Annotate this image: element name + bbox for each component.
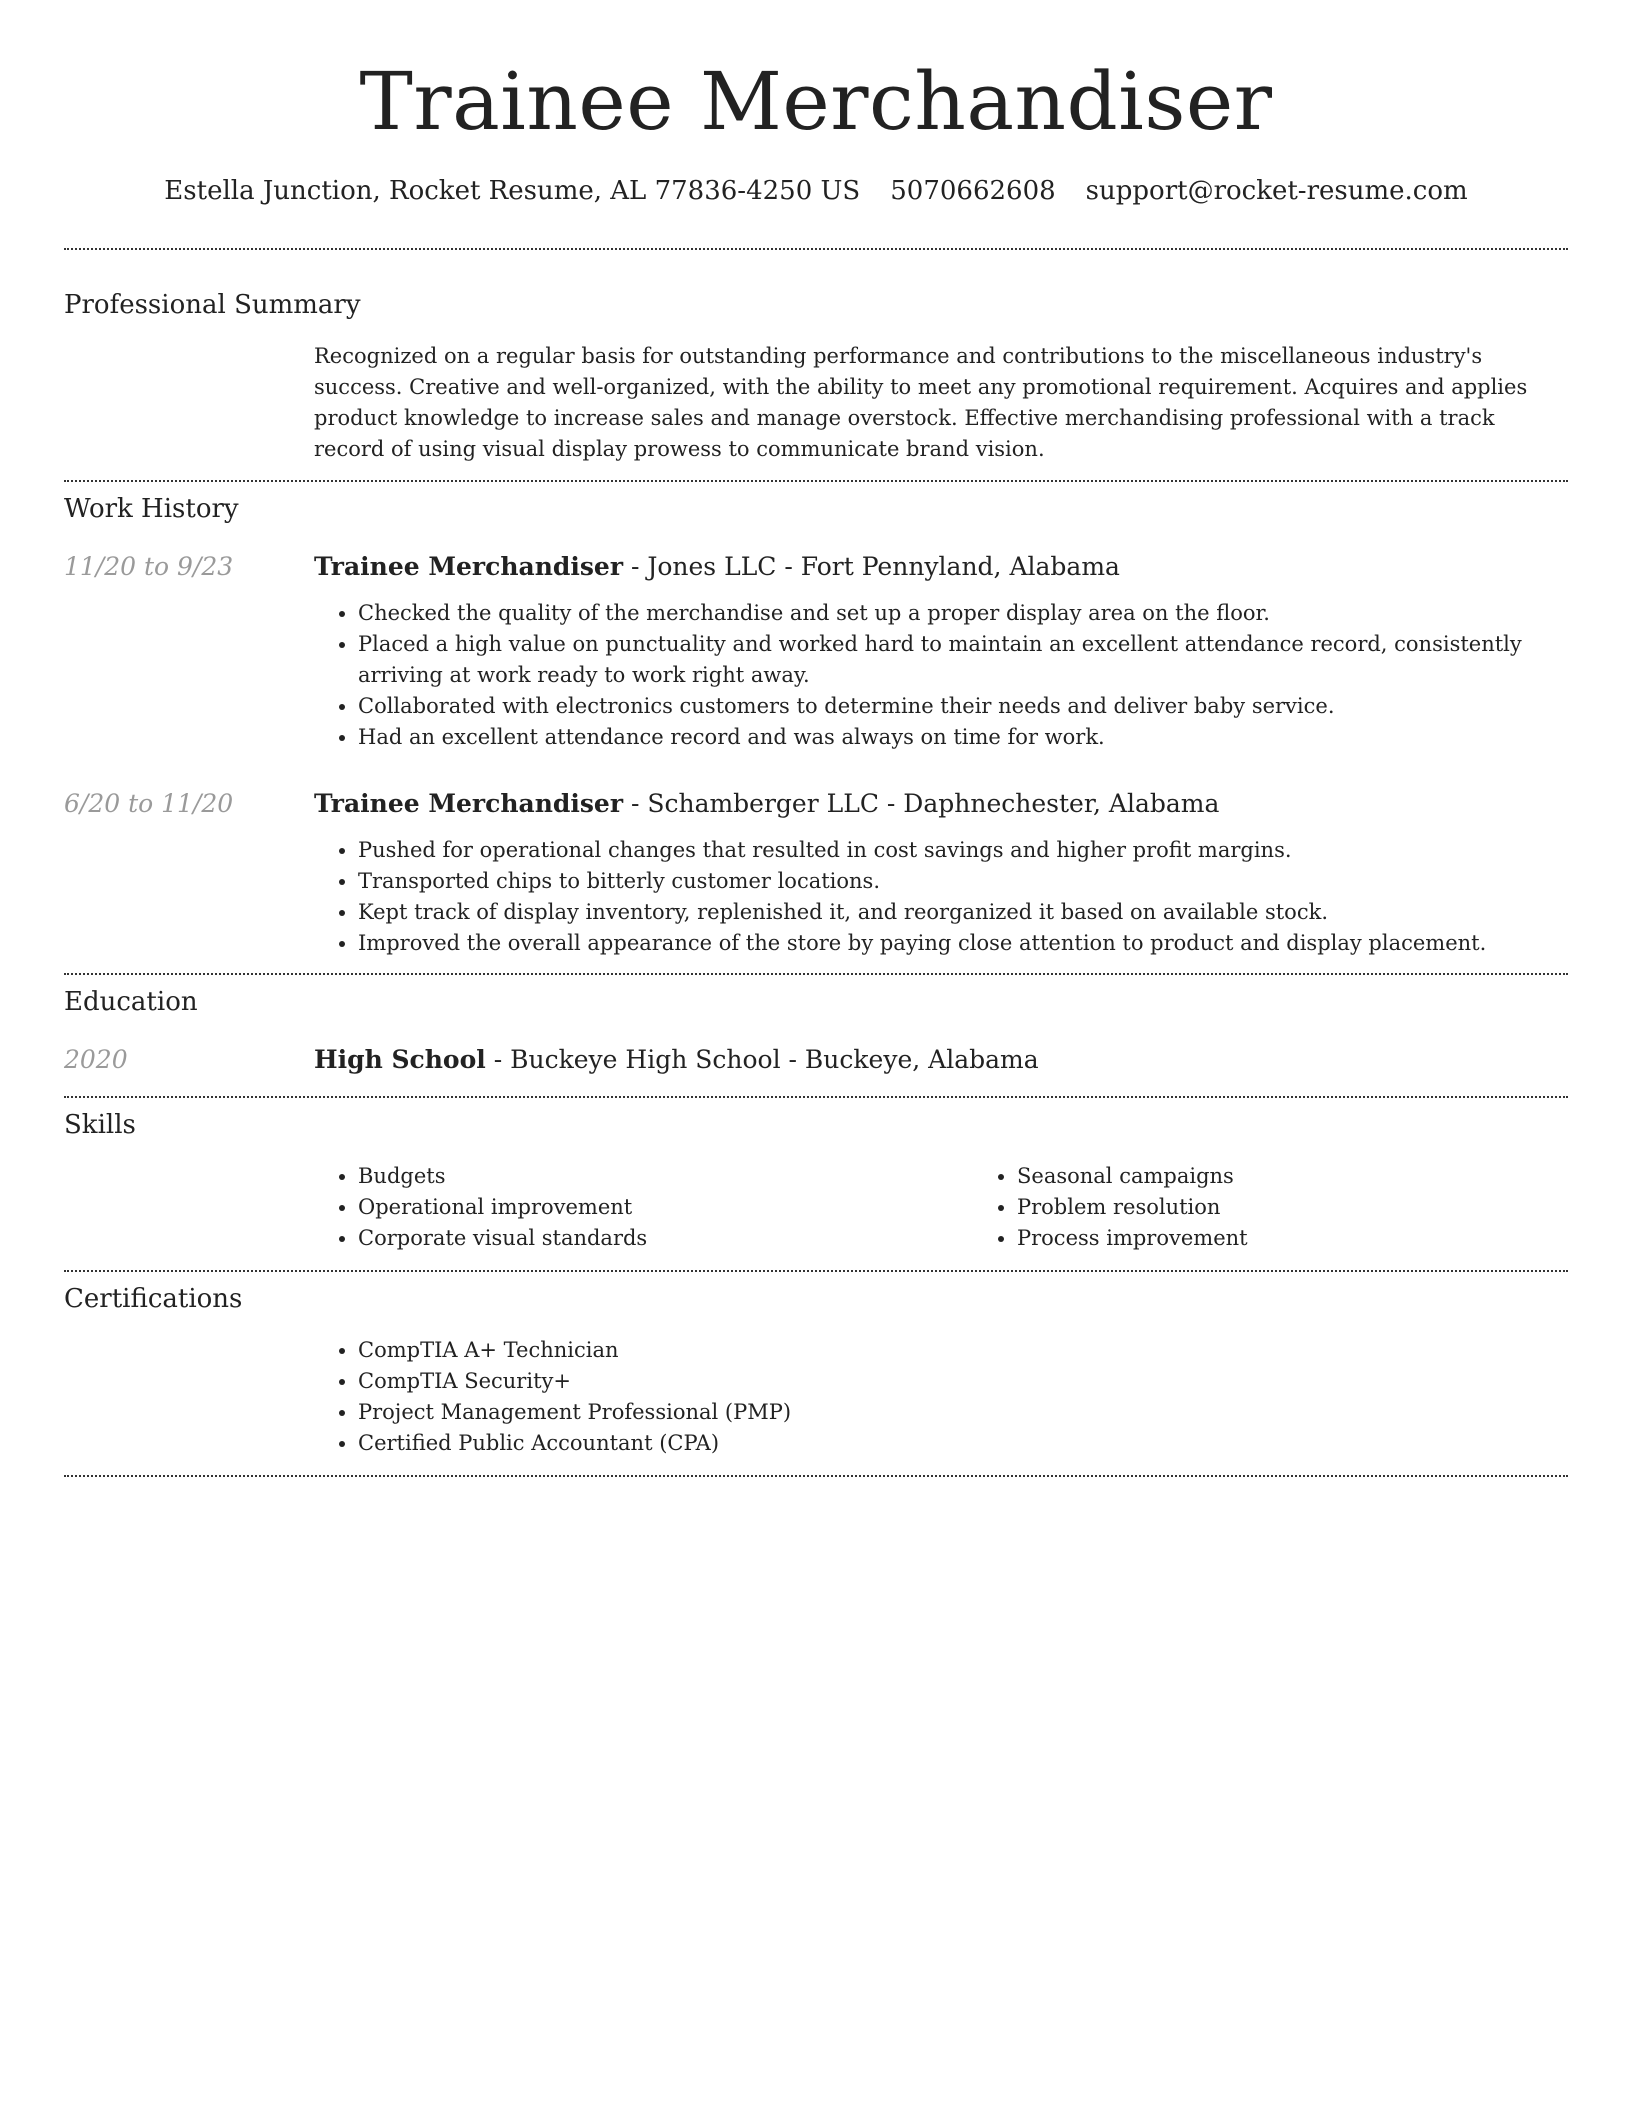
job-dates: 11/20 to 9/23: [64, 552, 234, 581]
education-year: 2020: [64, 1045, 128, 1074]
list-item: • Collaborated with electronics customers to determine their needs and deliver baby service.: [358, 691, 1568, 722]
job-bullets: [314, 598, 1568, 753]
certifications-list: [314, 1335, 1568, 1459]
education-section-title: Education: [64, 987, 198, 1017]
education-entry: [64, 1043, 1568, 1077]
contact-address: Estella Junction, Rocket Resume, AL 77836-4250 US: [164, 176, 861, 206]
contact-email: support@rocket-resume.com: [1085, 176, 1468, 206]
divider: [64, 1096, 1568, 1098]
divider: [64, 973, 1568, 975]
skill-item: • Budgets: [358, 1161, 973, 1192]
certification-item: • CompTIA A+ Technician: [358, 1335, 1568, 1366]
contact-phone: 5070662608: [890, 176, 1056, 206]
divider: [64, 1270, 1568, 1272]
job-details: - Jones LLC - Fort Pennyland, Alabama: [623, 552, 1120, 581]
contact-line: [64, 174, 1568, 208]
education-details: - Buckeye High School - Buckeye, Alabama: [485, 1045, 1039, 1074]
job-role: Trainee Merchandiser: [314, 789, 623, 818]
skill-item: • Seasonal campaigns: [1017, 1161, 1248, 1192]
skill-item: • Problem resolution: [1017, 1192, 1248, 1223]
skills-list-left: [314, 1161, 973, 1254]
certification-item: • Certified Public Accountant (CPA): [358, 1428, 1568, 1459]
list-item: • Improved the overall appearance of the store by paying close attention to product and display placement.: [358, 928, 1568, 959]
divider: [64, 248, 1568, 250]
job-heading: [314, 550, 1568, 584]
job-dates: 6/20 to 11/20: [64, 789, 234, 818]
education-degree: High School: [314, 1045, 486, 1074]
skill-item: • Process improvement: [1017, 1223, 1248, 1254]
summary-section-title: Professional Summary: [64, 290, 361, 320]
certifications-section-title: Certifications: [64, 1284, 243, 1314]
divider: [64, 480, 1568, 482]
job-details: - Schamberger LLC - Daphnechester, Alabama: [623, 789, 1220, 818]
job-heading: [314, 787, 1568, 821]
list-item: • Pushed for operational changes that resulted in cost savings and higher profit margins.: [358, 835, 1568, 866]
skill-item: • Operational improvement: [358, 1192, 973, 1223]
skills-list-right: [973, 1161, 1248, 1254]
list-item: • Checked the quality of the merchandise and set up a proper display area on the floor.: [358, 598, 1568, 629]
job-entry: [64, 550, 1568, 753]
certification-item: • CompTIA Security+: [358, 1366, 1568, 1397]
divider: [64, 1475, 1568, 1477]
list-item: • Had an excellent attendance record and was always on time for work.: [358, 722, 1568, 753]
list-item: • Placed a high value on punctuality and worked hard to maintain an excellent attendance record, consistently arriving at work ready to work right away.: [358, 629, 1568, 691]
list-item: • Kept track of display inventory, replenished it, and reorganized it based on available stock.: [358, 897, 1568, 928]
summary-text: Recognized on a regular basis for outstanding performance and contributions to the miscellaneous industry's success. Creative and well-organized, with the ability to meet any promotional requirement. Acquires and applies product knowledge to increase sales and manage overstock. Effective merchandising professional with a track record of using visual display prowess to communicate brand vision.: [314, 344, 1528, 461]
resume-name: Trainee Merchandiser: [359, 55, 1273, 148]
education-heading: [314, 1043, 1568, 1077]
resume-page: [64, 0, 1568, 1477]
list-item: • Transported chips to bitterly customer locations.: [358, 866, 1568, 897]
job-role: Trainee Merchandiser: [314, 552, 623, 581]
certification-item: • Project Management Professional (PMP): [358, 1397, 1568, 1428]
skills-section-title: Skills: [64, 1110, 136, 1140]
job-bullets: [314, 835, 1568, 959]
job-entry: [64, 787, 1568, 959]
skill-item: • Corporate visual standards: [358, 1223, 973, 1254]
work-section-title: Work History: [64, 494, 239, 524]
